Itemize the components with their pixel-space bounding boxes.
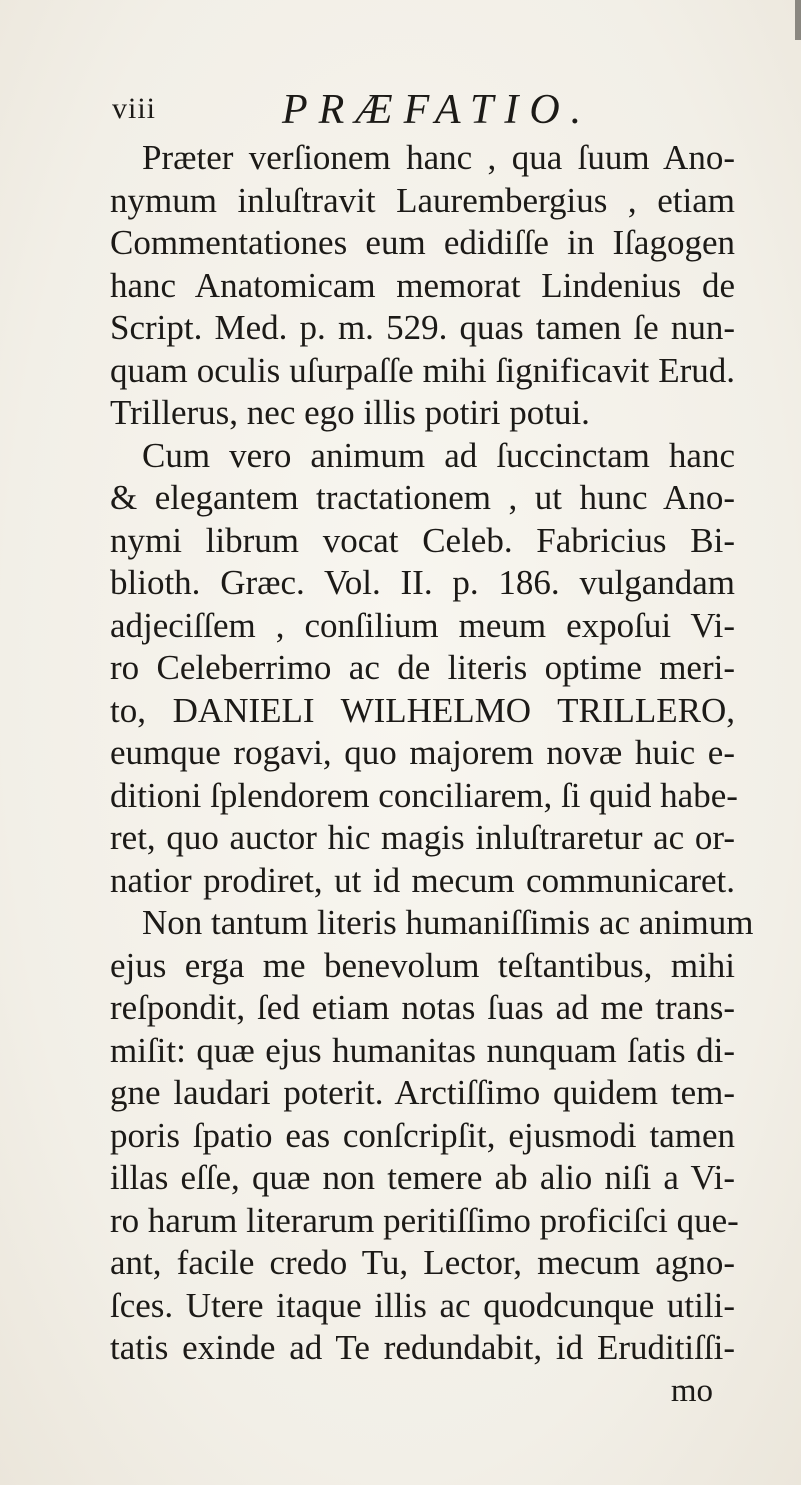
text-line: quam oculis uſurpaſſe mihi ſignificavit Erud. — [110, 350, 735, 390]
text-line: Script. Med. p. m. 529. quas tamen ſe nun- — [110, 308, 735, 347]
text-line: blioth. Græc. Vol. II. p. 186. vulgandam — [110, 563, 735, 602]
text-line: gne laudari poterit. Arctiſſimo quidem tem- — [110, 1073, 735, 1112]
text-line: hanc Anatomicam memorat Lindenius de — [110, 265, 735, 305]
text-line: nymi librum vocat Celeb. Fabricius Bi- — [110, 520, 735, 560]
text-line: Præter verſionem hanc , qua ſuum Ano- — [142, 138, 735, 177]
text-line: tatis exinde ad Te redundabit, id Eruditiſſi- — [110, 1328, 735, 1367]
body-text — [110, 137, 754, 1412]
text-line: ro Celeberrimo ac de literis optime meri- — [110, 648, 735, 687]
catchword: mo — [670, 1372, 713, 1409]
text-line: eumque rogavi, quo majorem novæ huic e- — [110, 733, 735, 772]
text-line: Trillerus, nec ego illis potiri potui. — [110, 393, 590, 432]
text-line: natior prodiret, ut id mecum communicaret. — [110, 860, 735, 900]
text-line: Cum vero animum ad ſuccinctam hanc — [142, 435, 735, 475]
page-number: viii — [112, 92, 157, 125]
page-header — [112, 86, 672, 136]
text-line: Commentationes eum edidiſſe in Iſagogen — [110, 223, 735, 262]
text-line: reſpondit, ſed etiam notas ſuas ad me trans- — [110, 988, 735, 1027]
text-line: ſces. Utere itaque illis ac quodcunque utili- — [110, 1285, 735, 1325]
text-line: miſit: quæ ejus humanitas nunquam ſatis di- — [110, 1030, 735, 1070]
text-line: illas eſſe, quæ non temere ab alio niſi a Vi- — [110, 1158, 735, 1197]
text-line: ejus erga me benevolum teſtantibus, mihi — [110, 945, 735, 985]
text-line: adjeciſſem , conſilium meum expoſui Vi- — [110, 605, 735, 645]
text-line: ant, facile credo Tu, Lector, mecum agno- — [110, 1243, 735, 1282]
page-edge-mark — [795, 0, 801, 40]
running-title: PRÆFATIO. — [282, 87, 593, 133]
text-line: & elegantem tractationem , ut hunc Ano- — [110, 478, 735, 517]
text-line: ro harum literarum peritiſſimo proficiſci que- — [110, 1200, 739, 1240]
text-line: nymum inluſtravit Laurembergius , etiam — [110, 180, 735, 220]
text-line: ditioni ſplendorem conciliarem, ſi quid habe- — [110, 775, 738, 815]
text-line: Non tantum literis humaniſſimis ac animum — [142, 903, 754, 942]
text-line: to, DANIELI WILHELMO TRILLERO, — [110, 690, 735, 730]
text-line: ret, quo auctor hic magis inluſtraretur ac or- — [110, 818, 735, 857]
text-line: poris ſpatio eas conſcripſit, ejusmodi tamen — [110, 1115, 735, 1155]
